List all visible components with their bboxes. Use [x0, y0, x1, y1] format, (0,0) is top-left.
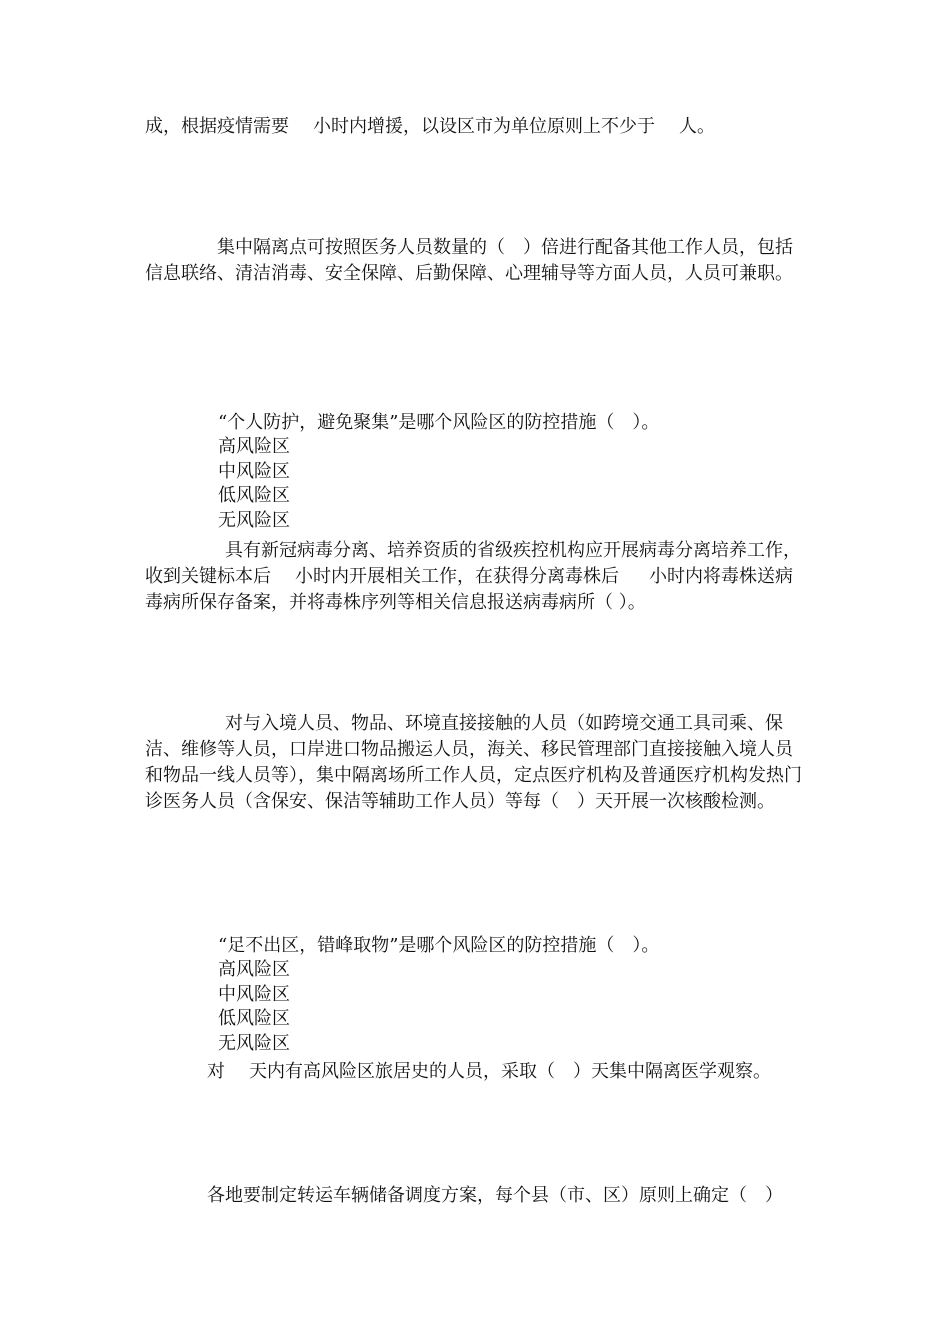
p4-text-a: 具有新冠病毒分离、培养资质的省级疾控机构应开展病毒分离培养工作，收到关键标本后	[145, 540, 801, 587]
option-medium-risk: 中风险区	[218, 983, 290, 1005]
p7-text-a: 对	[207, 1061, 225, 1082]
question-stay-in-area: “足不出区，错峰取物”是哪个风险区的防控措施（ ）。	[218, 935, 660, 956]
paragraph-quarantine	[207, 1059, 771, 1085]
p4-text-b: 小时内开展相关工作，在获得分离毒株后	[295, 566, 619, 587]
options-personal-protection	[218, 435, 290, 533]
paragraph-nucleic-acid-testing: 对与入境人员、物品、环境直接接触的人员（如跨境交通工具司乘、保洁、维修等人员，口岸进口物品搬运人员，海关、移民管理部门直接接触入境人员和物品一线人员等），集中隔离场所工作人员，定点医疗机构及普通医疗机构发热门诊医务人员（含保安、保洁等辅助工作人员）等每（ ）天开展一次核酸检测。	[145, 713, 802, 812]
options-stay-in-area	[218, 958, 290, 1056]
option-high-risk: 高风险区	[218, 436, 290, 457]
p1-text-b: 小时内增援，以设区市为单位原则上不少于	[313, 116, 655, 137]
option-high-risk: 高风险区	[218, 959, 290, 980]
p1-text-a: 成，根据疫情需要	[145, 116, 289, 137]
question-personal-protection: “个人防护，避免聚集”是哪个风险区的防控措施（ ）。	[218, 412, 660, 433]
p4-text-c: 小时内将毒株送病毒病所保存备案，并将毒株序列等相关信息报送病毒病所（ ）。	[145, 566, 793, 613]
paragraph-transport-vehicles: 各地要制定转运车辆储备调度方案，每个县（市、区）原则上确定（ ）	[207, 1185, 783, 1206]
option-no-risk: 无风险区	[218, 509, 290, 531]
option-low-risk: 低风险区	[218, 485, 290, 506]
option-no-risk: 无风险区	[218, 1032, 290, 1054]
p1-text-c: 人。	[679, 116, 715, 137]
paragraph-isolation-staffing: 集中隔离点可按照医务人员数量的（ ）倍进行配备其他工作人员，包括信息联络、清洁消毒、安全保障、后勤保障、心理辅导等方面人员，人员可兼职。	[145, 237, 793, 284]
paragraph-reinforcement	[145, 114, 810, 140]
option-medium-risk: 中风险区	[218, 460, 290, 482]
paragraph-virus-isolation	[145, 538, 810, 616]
option-low-risk: 低风险区	[218, 1008, 290, 1029]
p7-text-b: 天内有高风险区旅居史的人员，采取（ ）天集中隔离医学观察。	[249, 1061, 771, 1082]
